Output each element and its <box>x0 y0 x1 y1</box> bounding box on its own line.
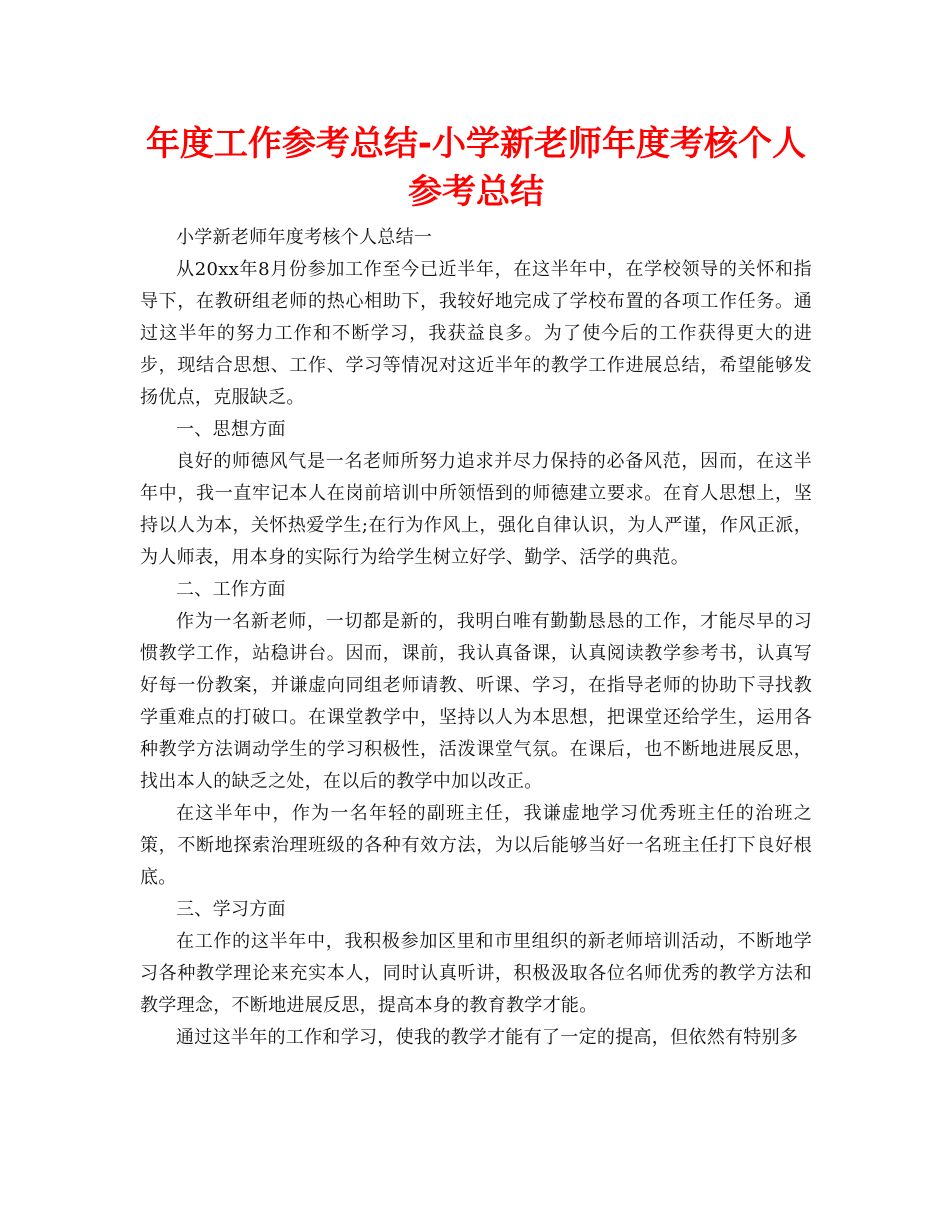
paragraph: 良好的师德风气是一名老师所努力追求并尽力保持的必备风范，因而，在这半年中，我一直牢记本人在岗前培训中所领悟到的师德建立要求。在育人思想上，坚持以人为本，关怀热爱学生;在行为作风上，强化自律认识，为人严谨，作风正派，为人师表，用本身的实际行为给学生树立好学、勤学、活学的典范。 <box>140 451 812 568</box>
section-heading: 小学新老师年度考核个人总结一 <box>176 227 433 248</box>
section-heading: 一、思想方面 <box>176 419 286 440</box>
paragraph: 通过这半年的工作和学习，使我的教学才能有了一定的提高，但依然有特别多 <box>176 1027 799 1048</box>
paragraph: 作为一名新老师，一切都是新的，我明白唯有勤勤恳恳的工作，才能尽早的习惯教学工作，站稳讲台。因而，课前，我认真备课，认真阅读教学参考书，认真写好每一份教案，并谦虚向同组老师请教、听课、学习，在指导老师的协助下寻找教学重难点的打破口。在课堂教学中，坚持以人为本思想，把课堂还给学生，运用各种教学方法调动学生的学习积极性，活泼课堂气氛。在课后，也不断地进展反思，找出本人的缺乏之处，在以后的教学中加以改正。 <box>140 611 812 792</box>
document-body <box>140 222 812 1054</box>
document-title: 年度工作参考总结-小学新老师年度考核个人参考总结 <box>145 124 807 212</box>
section-heading: 二、工作方面 <box>176 579 286 600</box>
paragraph: 在工作的这半年中，我积极参加区里和市里组织的新老师培训活动，不断地学习各种教学理论来充实本人，同时认真听讲，积极汲取各位名师优秀的教学方法和教学理念，不断地进展反思，提高本身的教育教学才能。 <box>140 931 812 1016</box>
paragraph: 在这半年中，作为一名年轻的副班主任，我谦虚地学习优秀班主任的治班之策，不断地探索治理班级的各种有效方法，为以后能够当好一名班主任打下良好根底。 <box>140 803 812 888</box>
section-heading: 三、学习方面 <box>176 899 286 920</box>
paragraph: 从20xx年8月份参加工作至今已近半年，在这半年中，在学校领导的关怀和指导下，在教研组老师的热心相助下，我较好地完成了学校布置的各项工作任务。通过这半年的努力工作和不断学习，我获益良多。为了使今后的工作获得更大的进步，现结合思想、工作、学习等情况对这近半年的教学工作进展总结，希望能够发扬优点，克服缺乏。 <box>140 259 812 408</box>
